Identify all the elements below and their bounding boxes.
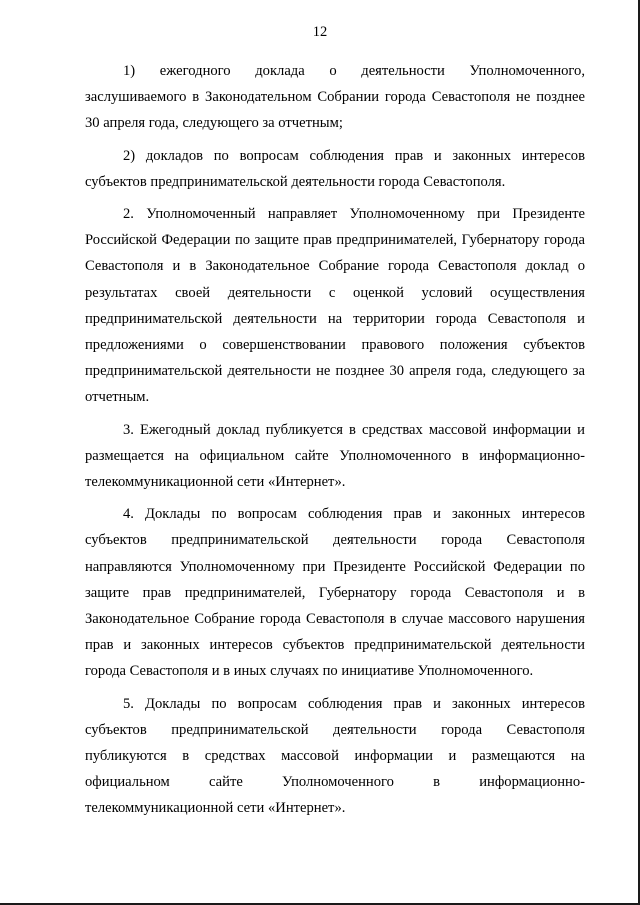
paragraph-4-annual-report-publication: 3. Ежегодный доклад публикуется в средствах массовой информации и размещается на официальном сайте Уполномоченного в информационно-телекоммуникационной сети «Интернет». bbox=[85, 421, 585, 491]
paragraph-1-annual-report: 1) ежегодного доклада о деятельности Уполномоченного, заслушиваемого в Законодательном Собрании города Севастополя не позднее 30 апреля года, следующего за отчетным; bbox=[85, 63, 585, 132]
paragraph-3-report-submission: 2. Уполномоченный направляет Уполномоченному при Президенте Российской Федерации по защите прав предпринимателей, Губернатору города Севастополя и в Законодательное Собрание города Севастополя доклад о результатах своей деятельности с оценкой условий осуществления предпринимательской деятельности на территории города Севастополя и предложениями о совершенствовании правового положения субъектов предпринимательской деятельности не позднее 30 апреля года, следующего за отчетным. bbox=[85, 206, 585, 406]
paragraph-5-reports-direction: 4. Доклады по вопросам соблюдения прав и законных интересов субъектов предпринимательской деятельности города Севастополя направляются Уполномоченному при Президенте Российской Федерации по защите прав предпринимателей, Губернатору города Севастополя и в Законодательное Собрание города Севастополя в случае массового нарушения прав и законных интересов субъектов предпринимательской деятельности города Севастополя и в иных случаях по инициативе Уполномоченного. bbox=[85, 506, 585, 680]
document-body bbox=[85, 58, 585, 828]
paragraph-2-reports-rights: 2) докладов по вопросам соблюдения прав и законных интересов субъектов предпринимательской деятельности города Севастополя. bbox=[85, 147, 585, 190]
paragraph-6-reports-publication: 5. Доклады по вопросам соблюдения прав и законных интересов субъектов предпринимательской деятельности города Севастополя публикуются в средствах массовой информации и размещаются на официальном сайте Уполномоченного в информационно-телекоммуникационной сети «Интернет». bbox=[85, 695, 585, 817]
page-number: 12 bbox=[312, 24, 328, 40]
